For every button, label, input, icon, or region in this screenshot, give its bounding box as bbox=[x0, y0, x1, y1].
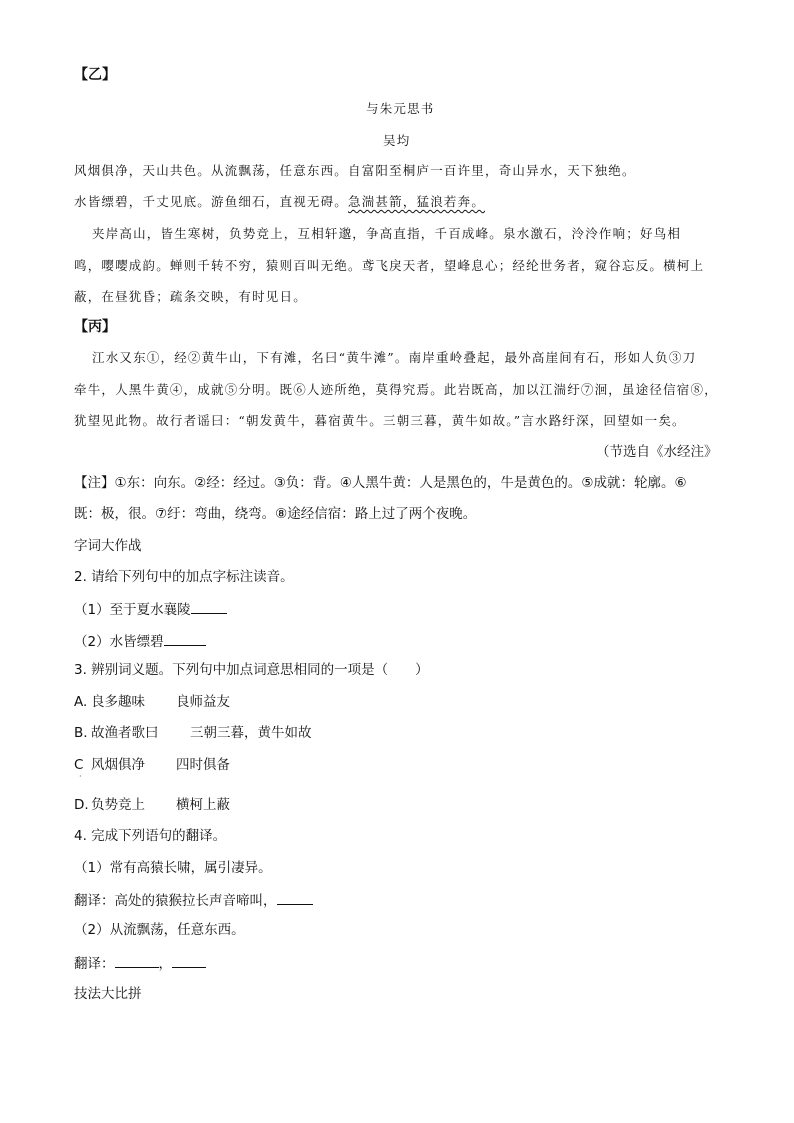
option-c-phrase-2: 四时俱备 bbox=[176, 757, 230, 773]
answer-blank[interactable] bbox=[277, 890, 313, 905]
notes-line-2: 既：极，很。⑦纡：弯曲，绕弯。⑧途经信宿：路上过了两个夜晚。 bbox=[74, 506, 477, 522]
essay-title: 与朱元思书 bbox=[366, 101, 435, 116]
option-a-phrase-1: 良多趣味 bbox=[91, 694, 145, 710]
essay-line-3: 夹岸高山，皆生寒树，负势竞上，互相轩邈，争高直指，千百成峰。泉水激石，泠泠作响；好鸟相 bbox=[92, 226, 682, 241]
wavy-underlined-phrase: 急湍甚箭，猛浪若奔。 bbox=[348, 194, 486, 209]
option-a-phrase-2: 良师益友 bbox=[176, 694, 230, 710]
question-4-item-2: （2）从流飘荡，任意东西。 bbox=[74, 922, 245, 938]
essay-author: 吴均 bbox=[383, 133, 411, 148]
passage-line-2: 牵牛，人黑牛黄④，成就⑤分明。既⑥人迹所绝，莫得究焉。此岩既高，加以江湍纡⑦洄，虽途径信宿⑧， bbox=[74, 382, 718, 397]
essay-line-4: 鸣，嘤嘤成韵。蝉则千转不穷，猿则百叫无绝。鸢飞戾天者，望峰息心；经纶世务者，窥谷忘反。横柯上 bbox=[74, 258, 705, 273]
translation-1 bbox=[74, 890, 313, 910]
option-d-label[interactable]: D. bbox=[74, 797, 89, 813]
essay-line-2 bbox=[74, 193, 485, 211]
translation-1-text: 翻译：高处的猿猴拉长声音啼叫， bbox=[74, 893, 277, 909]
translation-2 bbox=[74, 953, 206, 973]
section-heading-words: 字词大作战 bbox=[74, 538, 142, 554]
question-3-stem: 3. 辨别词义题。下列句中加点词意思相同的一项是（ ） bbox=[74, 662, 429, 678]
answer-blank[interactable] bbox=[172, 953, 206, 968]
option-c-label[interactable]: C bbox=[74, 757, 84, 773]
section-heading-skill: 技法大比拼 bbox=[74, 986, 142, 1002]
passage-line-1: 江水又东①，经②黄牛山，下有滩，名曰“黄牛滩”。南岸重岭叠起，最外高崖间有石，形如人负③刀 bbox=[92, 350, 697, 365]
option-d-phrase-2: 横柯上蔽 bbox=[176, 797, 230, 813]
option-b-phrase-1: 故渔者歌曰 bbox=[91, 725, 159, 741]
question-2-item-2-text: （2）水皆缥碧 bbox=[74, 634, 164, 650]
question-2-item-1 bbox=[74, 599, 227, 619]
passage-source: （节选自《水经注》 bbox=[596, 444, 718, 460]
notes-line-1: 【注】①东：向东。②经：经过。③负：背。④人黑牛黄：人是黑色的，牛是黄色的。⑤成就：轮廓。⑥ bbox=[74, 475, 687, 491]
dot-mark: · bbox=[79, 772, 82, 781]
question-4-stem: 4. 完成下列语句的翻译。 bbox=[74, 828, 227, 844]
question-2-stem: 2. 请给下列句中的加点字标注读音。 bbox=[74, 569, 294, 585]
answer-blank[interactable] bbox=[164, 631, 206, 646]
essay-line-5: 蔽，在昼犹昏；疏条交映，有时见日。 bbox=[74, 289, 307, 304]
essay-line-1: 风烟俱净，天山共色。从流飘荡，任意东西。自富阳至桐庐一百许里，奇山异水，天下独绝。 bbox=[74, 163, 636, 178]
option-b-phrase-2: 三朝三暮，黄牛如故 bbox=[190, 725, 312, 741]
option-b-label[interactable]: B. bbox=[74, 725, 88, 741]
question-2-item-1-text: （1）至于夏水襄陵 bbox=[74, 602, 191, 618]
answer-blank[interactable] bbox=[115, 953, 159, 968]
section-marker-bing: 【丙】 bbox=[74, 319, 116, 335]
translation-2-comma: ， bbox=[158, 956, 172, 972]
question-4-item-1: （1）常有高猿长啸，属引凄异。 bbox=[74, 860, 272, 876]
answer-blank[interactable] bbox=[191, 599, 227, 614]
section-marker-yi: 【乙】 bbox=[74, 67, 116, 83]
question-2-item-2 bbox=[74, 631, 206, 651]
option-a-label[interactable]: A. bbox=[74, 694, 88, 710]
option-d-phrase-1: 负势竞上 bbox=[91, 797, 145, 813]
translation-2-label: 翻译： bbox=[74, 956, 115, 972]
essay-line-2-text: 水皆缥碧，千丈见底。游鱼细石，直视无碍。 bbox=[74, 194, 349, 209]
option-c-phrase-1: 风烟俱净 bbox=[91, 757, 145, 773]
passage-line-3: 犹望见此物。故行者谣曰：“朝发黄牛，暮宿黄牛。三朝三暮，黄牛如故。”言水路纡深，回望如一矣。 bbox=[74, 413, 686, 428]
